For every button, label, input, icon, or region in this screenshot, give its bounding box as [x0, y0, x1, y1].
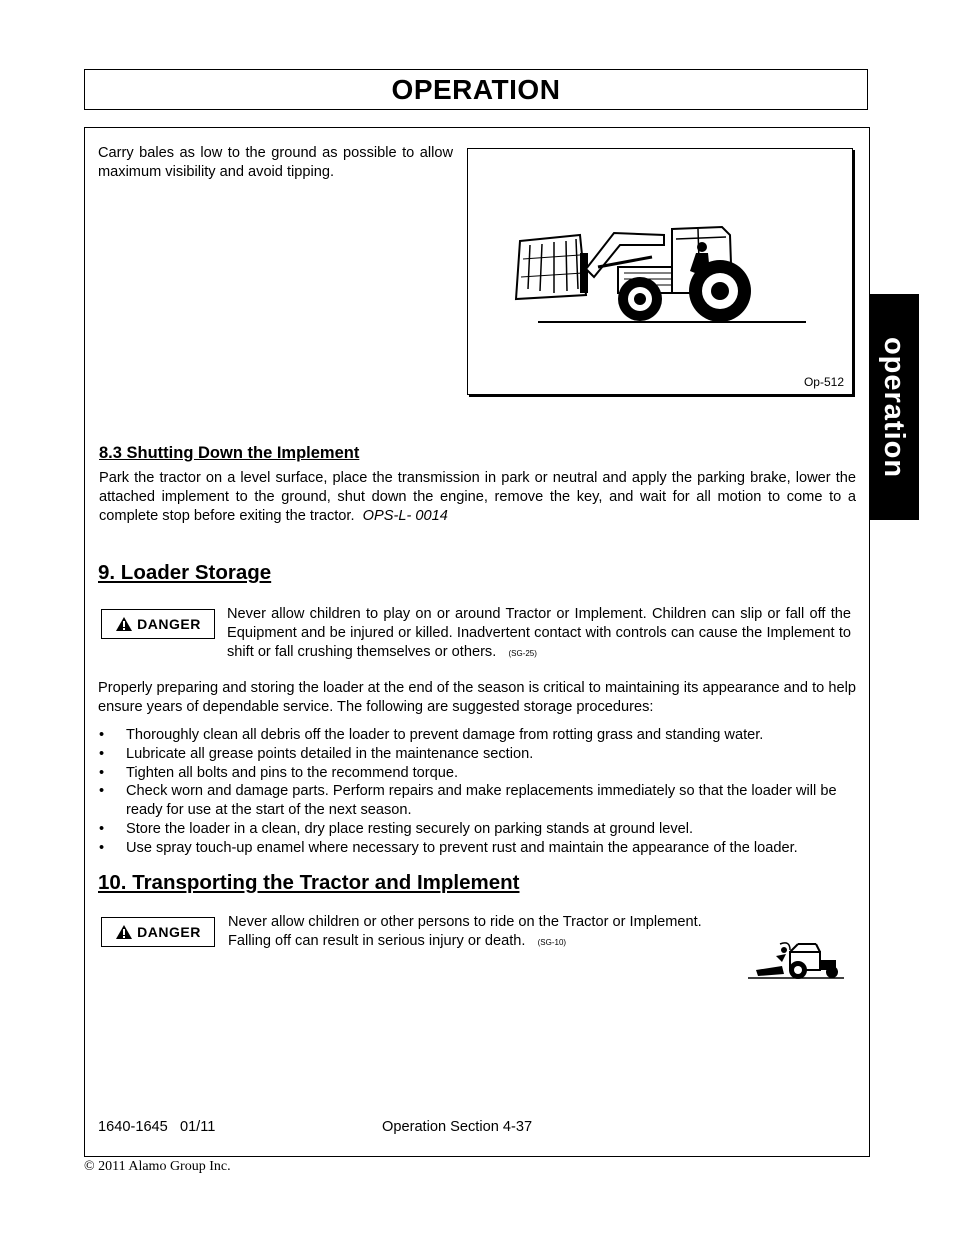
page-title: OPERATION — [391, 73, 561, 105]
danger-1-message — [227, 605, 851, 663]
warning-triangle-icon — [115, 616, 133, 632]
danger-badge — [101, 609, 215, 639]
section-8-3-heading: 8.3 Shutting Down the Implement — [99, 444, 360, 462]
footer-section: Operation Section 4-37 — [382, 1119, 533, 1135]
danger-badge — [101, 917, 215, 947]
intro-text: Carry bales as low to the ground as possible to allow maximum visibility and avoid tipping. — [98, 145, 453, 180]
list-item: • Use spray touch-up enamel where necessary to prevent rust and maintain the appearance of the loader. — [99, 839, 857, 858]
header-box — [84, 69, 868, 110]
danger-2-message — [228, 913, 748, 953]
section-8-3-body — [99, 469, 856, 525]
copyright: © 2011 Alamo Group Inc. — [84, 1159, 231, 1174]
danger-2-line-2: Falling off can result in serious injury or death. — [228, 932, 526, 949]
figure-label: Op-512 — [803, 375, 844, 389]
storage-procedures-list — [99, 726, 857, 858]
list-item: • Store the loader in a clean, dry place resting securely on parking stands at ground level. — [99, 820, 857, 839]
side-tab — [869, 294, 919, 520]
section-9-heading: 9. Loader Storage — [98, 561, 272, 584]
danger-label: DANGER — [137, 616, 201, 632]
bale-shape — [516, 235, 586, 299]
footer-doc-number: 1640-1645 01/11 — [98, 1119, 216, 1135]
section-8-3-code: OPS-L- 0014 — [362, 507, 448, 524]
list-item: • Thoroughly clean all debris off the loader to prevent damage from rotting grass and standing water. — [99, 726, 857, 745]
list-item: • Check worn and damage parts. Perform repairs and make replacements immediately so that the loader will be ready for use at the start of the next season. — [99, 782, 857, 820]
side-tab-label: operation — [878, 336, 911, 478]
danger-1-code: (SG-25) — [508, 648, 537, 658]
warning-triangle-icon — [115, 924, 133, 940]
figure-tractor-bale — [467, 148, 853, 395]
rider-falling-icon — [746, 940, 846, 984]
tractor-bale-illustration — [468, 149, 852, 394]
list-item: • Lubricate all grease points detailed in the maintenance section. — [99, 745, 857, 764]
list-item: • Tighten all bolts and pins to the recommend torque. — [99, 764, 857, 783]
danger-2-line-1: Never allow children or other persons to ride on the Tractor or Implement. — [228, 914, 702, 930]
section-8-3-text: Park the tractor on a level surface, place the transmission in park or neutral and apply the parking brake, lower the attached implement to the ground, shut down the engine, remove the key, and wait for all motion to come to a complete stop before exiting the tractor. — [99, 470, 856, 524]
danger-label: DANGER — [137, 924, 201, 940]
danger-2-code: (SG-10) — [537, 937, 567, 947]
section-10-heading: 10. Transporting the Tractor and Implement — [98, 871, 520, 894]
section-9-paragraph: Properly preparing and storing the loader at the end of the season is critical to maintaining its appearance and to help ensure years of dependable service. The following are suggested storage procedures: — [98, 680, 856, 715]
danger-1-text: Never allow children to play on or around Tractor or Implement. Children can slip or fall off the Equipment and be injured or killed. Inadvertent contact with controls can cause the Implement to shift or fall crushing themselves or others. — [227, 606, 851, 660]
